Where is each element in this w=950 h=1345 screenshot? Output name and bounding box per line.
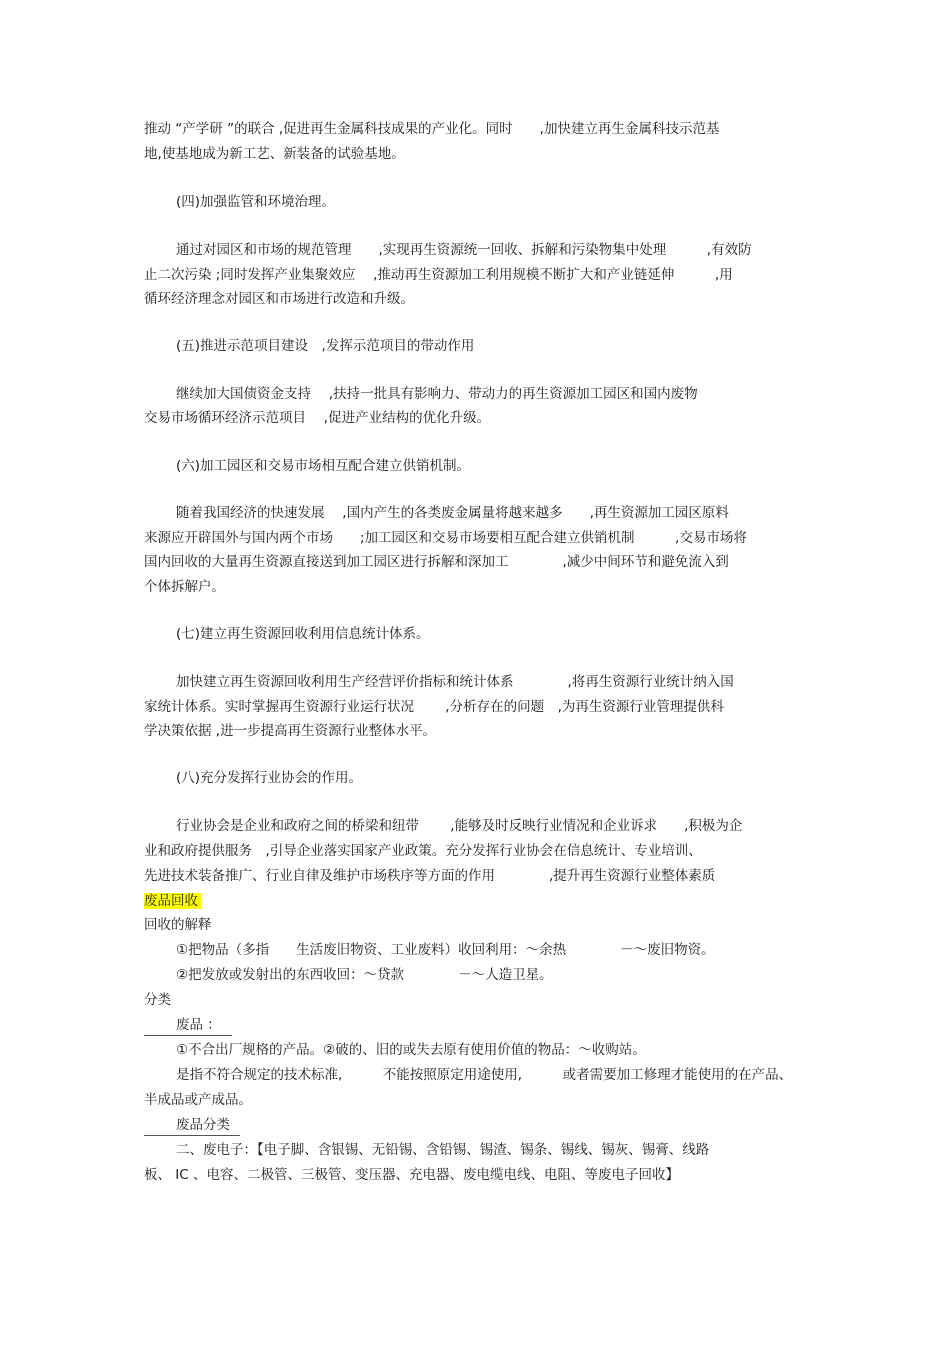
body-text-line: 地,使基地成为新工艺、新装备的试验基地。 — [144, 146, 405, 162]
body-text-line: 交易市场循环经济示范项目 ,促进产业结构的优化升级。 — [144, 410, 491, 426]
section-heading: (七)建立再生资源回收利用信息统计体系。 — [176, 626, 430, 642]
definition-item: ①把物品（多指 生活废旧物资、工业废料）收回利用：～余热 －～废旧物资。 — [176, 942, 715, 958]
ewaste-line: 板、 IC 、电容、二极管、三极管、变压器、充电器、废电缆电线、电阻、等废电子回收】 — [144, 1167, 679, 1183]
body-text-line: 推动 “产学研 ”的联合 ,促进再生金属科技成果的产业化。同时 ,加快建立再生金属科技示范基 — [144, 121, 720, 137]
definition-title: 回收的解释 — [144, 917, 212, 933]
section-heading: (八)充分发挥行业协会的作用。 — [176, 770, 363, 786]
body-text-line: 继续加大国债资金支持 ,扶持一批具有影响力、带动力的再生资源加工园区和国内废物 — [176, 386, 698, 402]
highlighted-title — [144, 891, 202, 911]
body-text-line: 业和政府提供服务 ,引导企业落实国家产业政策。充分发挥行业协会在信息统计、专业培训、 — [144, 843, 702, 859]
body-text-line: 加快建立再生资源回收利用生产经营评价指标和统计体系 ,将再生资源行业统计纳入国 — [176, 674, 734, 690]
feipin-label: 废品 ： — [144, 1015, 232, 1036]
body-text-line: 循环经济理念对园区和市场进行改造和升级。 — [144, 291, 414, 307]
feipin-label-line — [144, 1015, 232, 1036]
ewaste-line: 二、废电子：【电子脚、含银锡、无铅锡、含铅锡、锡渣、锡条、锡线、锡灰、锡膏、线路 — [176, 1142, 710, 1158]
feipin-definition: 半成品或产成品。 — [144, 1092, 252, 1108]
body-text-line: 来源应开辟国外与国内两个市场 ;加工园区和交易市场要相互配合建立供销机制 ,交易市场将 — [144, 530, 747, 546]
body-text-line: 行业协会是企业和政府之间的桥梁和纽带 ,能够及时反映行业情况和企业诉求 ,积极为企 — [176, 818, 743, 834]
body-text-line: 随着我国经济的快速发展 ,国内产生的各类废金属量将越来越多 ,再生资源加工园区原料 — [176, 505, 729, 521]
classify-label: 废品分类 — [144, 1115, 240, 1136]
body-text-line: 个体拆解户。 — [144, 579, 225, 595]
highlighted-title-text: 废品回收 — [144, 893, 202, 909]
body-text-line: 学决策依据 ,进一步提高再生资源行业整体水平。 — [144, 723, 437, 739]
body-text-line: 止二次污染 ;同时发挥产业集聚效应 ,推动再生资源加工利用规模不断扩大和产业链延伸 ,用 — [144, 267, 733, 283]
body-text-line: 家统计体系。实时掌握再生资源行业运行状况 ,分析存在的问题 ,为再生资源行业管理提供科 — [144, 699, 724, 715]
feipin-definition: ①不合出厂规格的产品。②破的、旧的或失去原有使用价值的物品：～收购站。 — [176, 1042, 646, 1058]
feipin-definition: 是指不符合规定的技术标准, 不能按照原定用途使用, 或者需要加工修理才能使用的在产品、 — [176, 1067, 793, 1083]
section-heading: (五)推进示范项目建设 ,发挥示范项目的带动作用 — [176, 338, 475, 354]
body-text-line: 通过对园区和市场的规范管理 ,实现再生资源统一回收、拆解和污染物集中处理 ,有效防 — [176, 242, 752, 258]
section-heading: (四)加强监管和环境治理。 — [176, 194, 336, 210]
body-text-line: 先进技术装备推广、行业自律及维护市场秩序等方面的作用 ,提升再生资源行业整体素质 — [144, 868, 716, 884]
definition-item: ②把发放或发射出的东西收回：～贷款 －～人造卫星。 — [176, 967, 553, 983]
category-title: 分类 — [144, 992, 171, 1008]
section-heading: (六)加工园区和交易市场相互配合建立供销机制。 — [176, 458, 471, 474]
classify-label-line — [144, 1115, 240, 1136]
body-text-line: 国内回收的大量再生资源直接送到加工园区进行拆解和深加工 ,减少中间环节和避免流入到 — [144, 554, 729, 570]
